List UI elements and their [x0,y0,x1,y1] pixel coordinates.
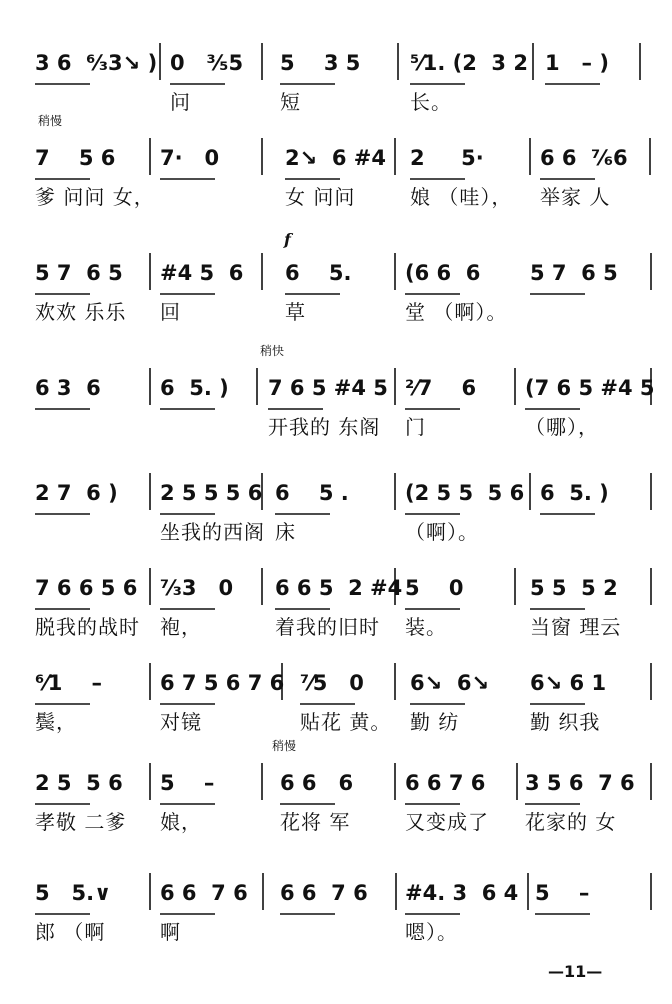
lyric-text: 贴花 黄。 [300,710,392,734]
measure-notation: ⁷⁄5 0 [300,671,364,695]
measure-notation: #4. 3 6 4 [405,881,519,905]
lyric-text: 开我的 东阁 [268,415,381,439]
lyric-text: 短 [280,90,301,114]
lyric-text: 鬓， [35,710,77,734]
measure-notation: ⁵⁄1. (2 3 2 [410,51,528,75]
measure-notation: 7 5 6 [35,146,116,170]
measure-notation: 0 ³⁄₅5 [170,51,244,75]
lyric-text: 当窗 理云 [530,615,622,639]
measure-notation: (6 6 6 [405,261,481,285]
measure-notation: 5 7 6 5 [35,261,123,285]
measure-notation: 6 6 7 6 [280,881,368,905]
lyric-text: 女 问问 [285,185,356,209]
measure-notation: 6 6 7 6 [405,771,486,795]
lyric-text: 欢欢 乐乐 [35,300,127,324]
lyric-text: 举家 人 [540,185,611,209]
tempo-marking: 稍慢 [38,114,63,128]
measure-notation: 5 0 [405,576,464,600]
measure-notation: 3 6 ⁶⁄₃3↘ ) [35,51,158,75]
lyric-text: （啊）。 [405,520,479,544]
lyric-text: 回 [160,300,181,324]
measure-notation: 6 5. ) [540,481,609,505]
measure-notation: #4 5 6 [160,261,244,285]
measure-notation: 7 6 5 #4 5 [268,376,388,400]
measure-notation: 6↘ 6↘ [410,671,490,695]
page-number: —11— [548,962,603,981]
lyric-text: 脱我的战时 [35,615,140,639]
measure-notation: 6 5 . [275,481,349,505]
lyric-text: 爹 问问 女， [35,185,155,209]
measure-notation: ⁷⁄₃3 0 [160,576,234,600]
measure-notation: (2 5 5 5 6 [405,481,525,505]
measure-notation: 6 6 5 2 #4 [275,576,403,600]
measure-notation: 6 6 7 6 [160,881,248,905]
measure-notation: 6 3 6 [35,376,101,400]
lyric-text: 长。 [410,90,452,114]
measure-notation: 6 6 6 [280,771,354,795]
lyric-text: 对镜 [160,710,202,734]
lyric-text: 堂 （啊）。 [405,300,508,324]
measure-notation: 1 – ) [545,51,609,75]
measure-notation: 2 5· [410,146,484,170]
lyric-text: 花将 军 [280,810,351,834]
measure-notation: 5 5.∨ [35,881,112,905]
lyric-text: 坐我的西阁 [160,520,265,544]
lyric-text: 勤 织我 [530,710,601,734]
measure-notation: 5 3 5 [280,51,361,75]
lyric-text: 嗯）。 [405,920,458,944]
measure-notation: 7 6 6 5 6 [35,576,138,600]
lyric-text: 着我的旧时 [275,615,380,639]
measure-notation: ²⁄7 6 [405,376,477,400]
measure-notation: 5 – [160,771,215,795]
lyric-text: 装。 [405,615,447,639]
measure-notation: (7 6 5 #4 5 [525,376,655,400]
lyric-text: （哪）， [525,415,599,439]
lyric-text: 娘 （哇）， [410,185,513,209]
lyric-text: 孝敬 二爹 [35,810,127,834]
measure-notation: 2↘ 6 #4 [285,146,386,170]
lyric-text: 门 [405,415,426,439]
lyric-text: 花家的 女 [525,810,617,834]
measure-notation: 5 7 6 5 [530,261,618,285]
measure-notation: ⁶⁄1 – [35,671,103,695]
measure-notation: 5 – [535,881,590,905]
tempo-marking: 稍快 [260,344,285,358]
lyric-text: 啊 [160,920,181,944]
measure-notation: 6↘ 6 1 [530,671,607,695]
measure-notation: 7· 0 [160,146,220,170]
measure-notation: 3 5 6 7 6 [525,771,635,795]
lyric-text: 又变成了 [405,810,489,834]
lyric-text: 袍， [160,615,202,639]
measure-notation: 6 6 ⁷⁄₆6 [540,146,628,170]
measure-notation: 2 5 5 5 6 [160,481,263,505]
dynamic-marking: f [284,230,291,249]
measure-notation: 6 5. [285,261,352,285]
lyric-text: 勤 纺 [410,710,460,734]
lyric-text: 郎 （啊 [35,920,106,944]
measure-notation: 5 5 5 2 [530,576,618,600]
measure-notation: 2 5 5 6 [35,771,123,795]
lyric-text: 问 [170,90,191,114]
measure-notation: 6 7 5 6 7 6 [160,671,285,695]
measure-notation: 2 7 6 ) [35,481,118,505]
lyric-text: 床 [275,520,296,544]
tempo-marking: 稍慢 [272,739,297,753]
measure-notation: 6 5. ) [160,376,229,400]
lyric-text: 草 [285,300,306,324]
lyric-text: 娘， [160,810,202,834]
